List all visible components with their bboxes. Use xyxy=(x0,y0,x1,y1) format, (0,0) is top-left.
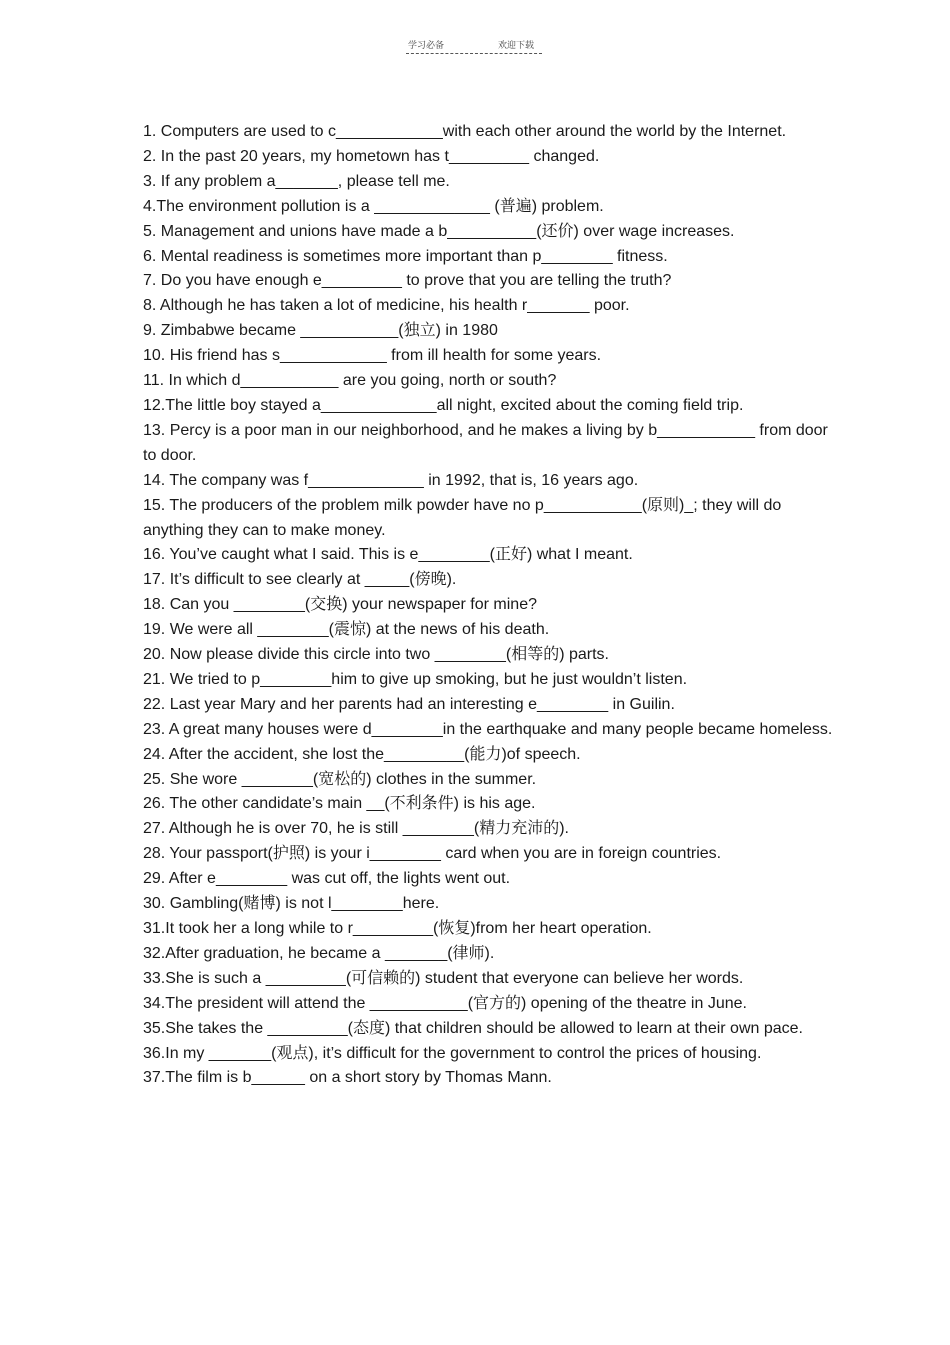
question-37: 37.The film is b______ on a short story by Thomas Mann. xyxy=(143,1069,552,1087)
question-11: 11. In which d___________ are you going, north or south? xyxy=(143,372,557,390)
question-16: 16. You’ve caught what I said. This is e________(正好) what I meant. xyxy=(143,546,633,564)
header-right-text: 欢迎下载 xyxy=(498,41,535,51)
question-33: 33.She is such a _________(可信赖的) student that everyone can believe her words. xyxy=(143,969,744,987)
question-5: 5. Management and unions have made a b__________(还价) over wage increases. xyxy=(143,222,735,240)
question-25: 25. She wore ________(宽松的) clothes in the summer. xyxy=(143,770,537,788)
question-7: 7. Do you have enough e_________ to prove that you are telling the truth? xyxy=(143,272,672,290)
header-dashed-rule xyxy=(406,53,542,54)
question-31: 31.It took her a long while to r_________(恢复)from her heart operation. xyxy=(143,920,652,937)
question-13: 13. Percy is a poor man in our neighborhood, and he makes a living by b___________ from door to door. xyxy=(143,421,833,464)
question-29: 29. After e________ was cut off, the lights went out. xyxy=(143,870,511,888)
question-23: 23. A great many houses were d________in the earthquake and many people became homeless. xyxy=(143,720,833,738)
question-6: 6. Mental readiness is sometimes more important than p________ fitness. xyxy=(143,247,668,265)
question-15: 15. The producers of the problem milk powder have no p___________(原则)_; they will do anything they can to make money. xyxy=(143,496,786,539)
question-36: 36.In my _______(观点), it’s difficult for the government to control the prices of housing. xyxy=(143,1044,762,1062)
question-8: 8. Although he has taken a lot of medicine, his health r_______ poor. xyxy=(143,297,630,315)
question-30: 30. Gambling(赌博) is not l________here. xyxy=(143,895,440,913)
question-18: 18. Can you ________(交换) your newspaper for mine? xyxy=(143,596,538,614)
question-35: 35.She takes the _________(态度) that children should be allowed to learn at their own pace. xyxy=(143,1019,803,1037)
question-list xyxy=(143,120,833,1091)
question-34: 34.The president will attend the ___________(官方的) opening of the theatre in June. xyxy=(143,994,747,1012)
question-14: 14. The company was f_____________ in 1992, that is, 16 years ago. xyxy=(143,471,639,489)
question-28: 28. Your passport(护照) is your i________ card when you are in foreign countries. xyxy=(143,845,722,863)
question-19: 19. We were all ________(震惊) at the news of his death. xyxy=(143,621,550,639)
question-4: 4.The environment pollution is a _____________ (普遍) problem. xyxy=(143,197,604,215)
question-2: 2. In the past 20 years, my hometown has t_________ changed. xyxy=(143,147,600,165)
question-26: 26. The other candidate’s main __(不利条件) is his age. xyxy=(143,795,536,813)
question-3: 3. If any problem a_______, please tell me. xyxy=(143,172,450,190)
question-1: 1. Computers are used to c____________with each other around the world by the Internet. xyxy=(143,123,787,140)
question-24: 24. After the accident, she lost the_________(能力)of speech. xyxy=(143,745,581,763)
question-10: 10. His friend has s____________ from ill health for some years. xyxy=(143,347,602,365)
question-32: 32.After graduation, he became a _______(律师). xyxy=(143,944,495,962)
question-20: 20. Now please divide this circle into two ________(相等的) parts. xyxy=(143,646,610,664)
header-left-text: 学习必备 xyxy=(408,41,445,51)
question-12: 12.The little boy stayed a_____________all night, excited about the coming field trip. xyxy=(143,396,744,414)
question-17: 17. It’s difficult to see clearly at _____(傍晚). xyxy=(143,571,457,589)
question-21: 21. We tried to p________him to give up smoking, but he just wouldn’t listen. xyxy=(143,670,688,688)
question-9: 9. Zimbabwe became ___________(独立) in 1980 xyxy=(143,322,498,340)
question-22: 22. Last year Mary and her parents had an interesting e________ in Guilin. xyxy=(143,695,675,713)
question-27: 27. Although he is over 70, he is still ________(精力充沛的). xyxy=(143,820,570,838)
